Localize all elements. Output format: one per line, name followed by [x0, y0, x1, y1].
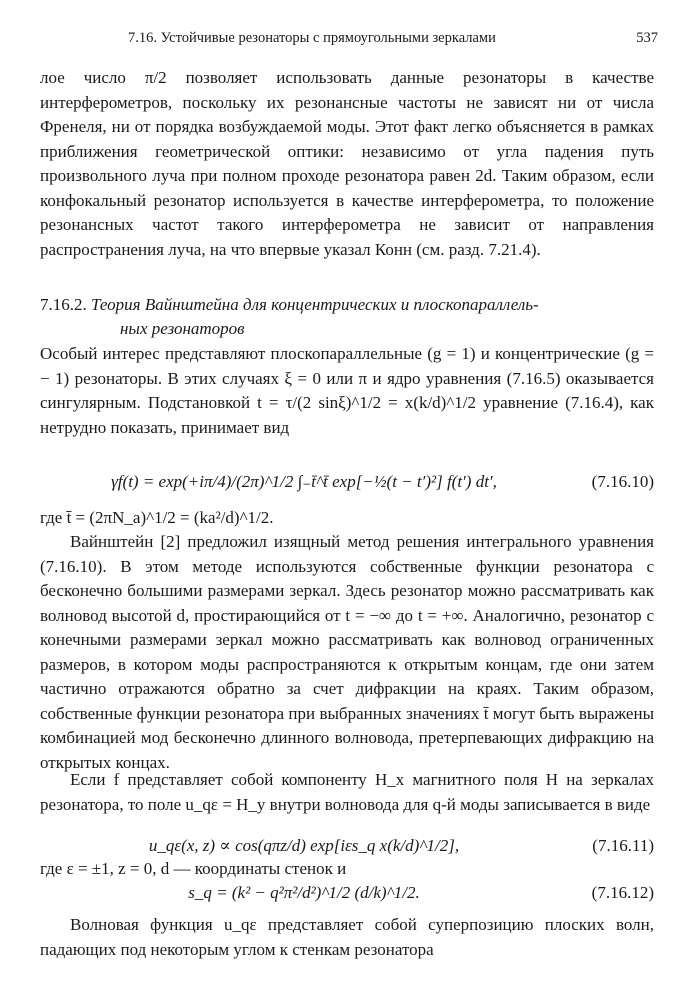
paragraph-6: где ε = ±1, z = 0, d — координаты стенок и: [40, 859, 347, 878]
equation-12-number: (7.16.12): [591, 883, 654, 902]
equation-11-expression: u_qε(x, z) ∝ cos(qπz/d) exp[iεs_q x(k/d)^1/2],: [148, 836, 460, 855]
equation-12-expression: s_q = (k² − q²π²/d²)^1/2 (d/k)^1/2.: [188, 883, 420, 902]
section-heading: [40, 293, 654, 341]
equation-10-number: (7.16.10): [591, 472, 654, 491]
paragraph-5: Если f представляет собой компоненту H_x магнитного поля H на зеркалах резонатора, то поле u_qε = H_y внутри волновода для q-й моды записывается в виде: [40, 770, 654, 814]
paragraph-3: где t̄ = (2πN_a)^1/2 = (ka²/d)^1/2.: [40, 508, 274, 527]
paragraph-2: Особый интерес представляют плоскопараллельные (g = 1) и концентрические (g = − 1) резонаторы. В этих случаях ξ = 0 или π и ядро уравнения (7.16.5) оказывается сингулярным. Подстановкой t = τ/(2 sinξ)^1/2 = x(k/d)^1/2 уравнение (7.16.4), как нетрудно показать, принимает вид: [40, 344, 654, 437]
section-title-line1: Теория Вайнштейна для концентрических и плоскопараллель-: [91, 295, 539, 314]
equation-7-16-11: [40, 834, 654, 858]
section-title-line2: ных резонаторов: [120, 319, 245, 338]
section-number: 7.16.2.: [40, 295, 87, 314]
equation-10-expression: γf(t) = exp(+iπ/4)/(2π)^1/2 ∫₋t̄^t̄ exp[−½(t − t′)²] f(t′) dt′,: [111, 472, 497, 491]
equation-7-16-10: [40, 462, 654, 502]
header-title: 7.16. Устойчивые резонаторы с прямоугольными зеркалами: [128, 30, 496, 46]
paragraph-4: Вайнштейн [2] предложил изящный метод решения интегрального уравнения (7.16.10). В этом методе используются собственные функции резонатора с бесконечно большими размерами зеркал. Здесь резонатор можно рассматривать как волновод высотой d, простирающийся от t = −∞ до t = +∞. Аналогично, резонатор с конечными размерами зеркал можно рассматривать как волновод ограниченных размеров, в котором моды распространяются к открытым концам, где они затем частично отражаются обратно за счет дифракции на краях. Таким образом, собственные функции резонатора при выбранных значениях t̄ могут быть выражены комбинацией мод бесконечно длинного волновода, претерпевающих дифракцию на открытых концах.: [40, 532, 654, 772]
paragraph-7: Волновая функция u_qε представляет собой суперпозицию плоских волн, падающих под некоторым углом к стенкам резонатора: [40, 915, 654, 959]
equation-11-number: (7.16.11): [592, 836, 654, 855]
running-header: [128, 30, 658, 47]
paragraph-1: лое число π/2 позволяет использовать данные резонаторы в качестве интерферометров, поскольку их резонансные частоты не зависят ни от числа Френеля, ни от порядка возбуждаемой моды. Этот факт легко объясняется в рамках приближения геометрической оптики: независимо от угла падения путь произвольного луча при полном проходе резонатора равен 2d. Таким образом, если конфокальный резонатор используется в качестве интерферометра, то положение резонансных частот такого интерферометра не зависит от направления распространения луча, на что впервые указал Конн (см. разд. 7.21.4).: [40, 68, 654, 259]
page-number: 537: [636, 30, 658, 46]
equation-7-16-12: [40, 880, 654, 906]
